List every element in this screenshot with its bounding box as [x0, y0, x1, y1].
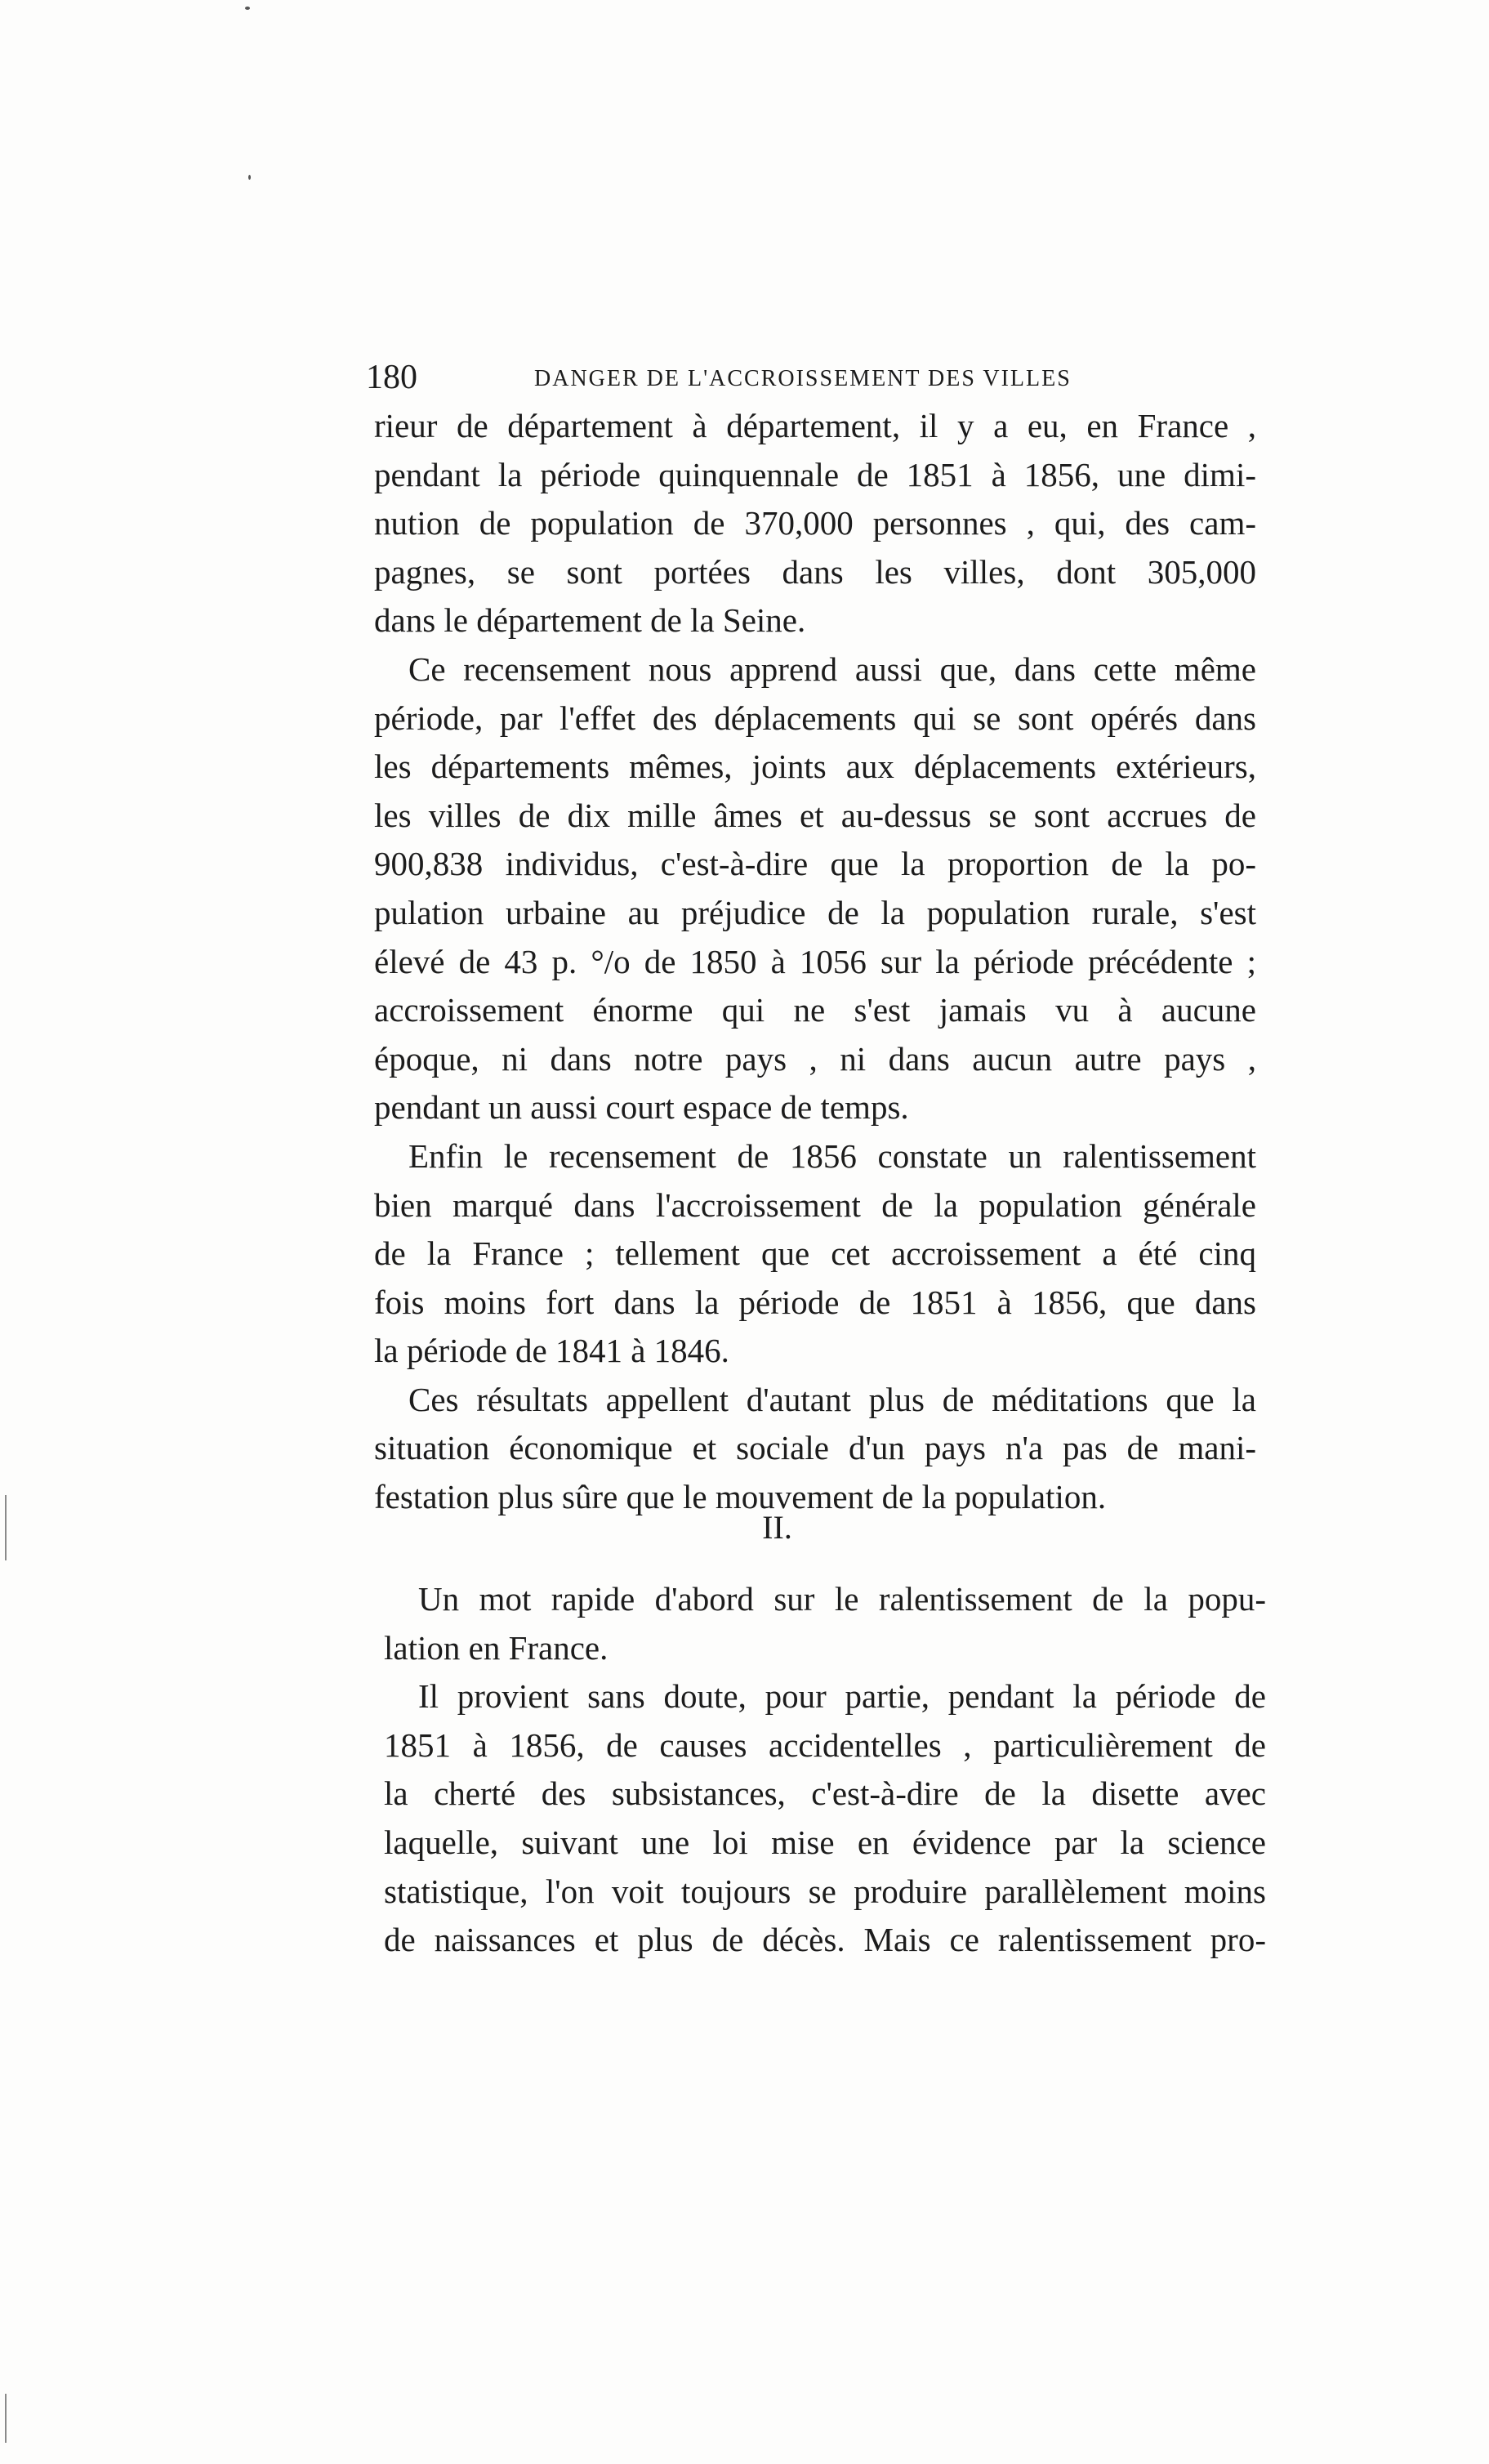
paragraph	[374, 645, 1256, 1132]
text-line: rieur de département à département, il y a eu, en France ,	[374, 407, 1256, 444]
text-line: Enfin le recensement de 1856 constate un ralentissement	[408, 1136, 1256, 1175]
text-line: Ce recensement nous apprend aussi que, dans cette même	[408, 649, 1256, 688]
text-line: période, par l'effet des déplacements qui se sont opérés dans	[374, 699, 1256, 737]
text-line: Ces résultats appellent d'autant plus de méditations que la	[408, 1380, 1256, 1418]
paragraph	[374, 1132, 1256, 1376]
text-line: époque, ni dans notre pays , ni dans aucun autre pays ,	[374, 1039, 1256, 1078]
text-line: les villes de dix mille âmes et au-dessus se sont accrues de	[374, 796, 1256, 834]
text-line: accroissement énorme qui ne s'est jamais vu à aucune	[374, 991, 1256, 1029]
body-text-upper	[374, 402, 1256, 1522]
text-line: élevé de 43 p. °/o de 1850 à 1056 sur la période précédente ;	[374, 942, 1256, 980]
paragraph	[374, 402, 1256, 645]
text-line: nution de population de 370,000 personnes , qui, des cam-	[374, 504, 1256, 542]
text-line: 900,838 individus, c'est-à-dire que la proportion de la po-	[374, 845, 1256, 883]
body-text-lower	[384, 1575, 1266, 1965]
text-line: de naissances et plus de décès. Mais ce ralentissement pro-	[384, 1921, 1266, 1959]
text-line: fois moins fort dans la période de 1851 à 1856, que dans	[374, 1283, 1256, 1321]
page-number: 180	[366, 359, 417, 396]
text-line: la période de 1841 à 1846.	[374, 1332, 729, 1370]
scan-edge-line	[5, 2394, 7, 2443]
text-line: Il provient sans doute, pour partie, pendant la période de	[418, 1677, 1266, 1716]
paragraph	[384, 1575, 1266, 1672]
text-line: bien marqué dans l'accroissement de la population générale	[374, 1185, 1256, 1224]
text-line: les départements mêmes, joints aux déplacements extérieurs,	[374, 748, 1256, 786]
running-title: DANGER DE L'ACCROISSEMENT DES VILLES	[534, 366, 1072, 391]
text-line: situation économique et sociale d'un pays n'a pas de mani-	[374, 1429, 1256, 1467]
text-line: 1851 à 1856, de causes accidentelles , particulièrement de	[384, 1725, 1266, 1764]
text-line: de la France ; tellement que cet accroissement a été cinq	[374, 1234, 1256, 1273]
text-line: dans le département de la Seine.	[374, 601, 806, 640]
text-line: Un mot rapide d'abord sur le ralentissement de la popu-	[418, 1580, 1266, 1618]
text-line: pagnes, se sont portées dans les villes, dont 305,000	[374, 552, 1256, 591]
paragraph	[374, 1376, 1256, 1522]
text-line: festation plus sûre que le mouvement de la population.	[374, 1478, 1107, 1516]
text-line: pendant un aussi court espace de temps.	[374, 1088, 909, 1127]
text-line: pulation urbaine au préjudice de la population rurale, s'est	[374, 893, 1256, 931]
running-header	[366, 353, 1150, 402]
text-line: lation en France.	[384, 1628, 609, 1667]
text-line: la cherté des subsistances, c'est-à-dire de la disette avec	[384, 1774, 1266, 1813]
section-heading: II.	[762, 1509, 792, 1546]
scan-speck	[245, 7, 250, 10]
scan-speck	[248, 175, 251, 180]
text-line: laquelle, suivant une loi mise en évidence par la science	[384, 1823, 1266, 1861]
paragraph	[384, 1672, 1266, 1965]
text-line: pendant la période quinquennale de 1851 à 1856, une dimi-	[374, 455, 1256, 493]
text-line: statistique, l'on voit toujours se produire parallèlement moins	[384, 1872, 1266, 1910]
